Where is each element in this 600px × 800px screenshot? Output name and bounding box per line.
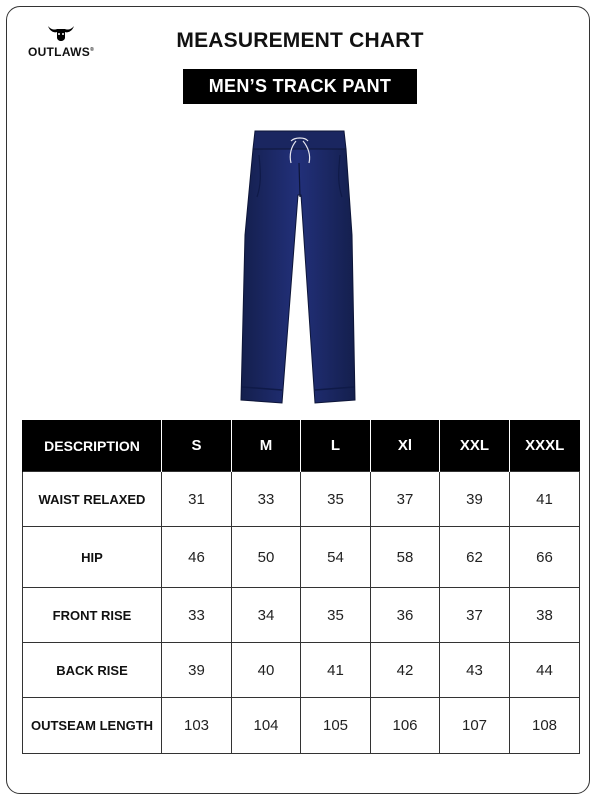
table-cell: 31 — [162, 472, 232, 527]
pant-legs — [241, 149, 355, 403]
table-cell: 107 — [440, 698, 510, 754]
row-label: FRONT RISE — [23, 588, 162, 643]
table-cell: 39 — [162, 643, 232, 698]
table-cell: 108 — [510, 698, 580, 754]
table-row-hip — [23, 527, 580, 588]
table-cell: 41 — [301, 643, 371, 698]
table-cell: 42 — [371, 643, 440, 698]
table-cell: 66 — [510, 527, 580, 588]
row-label: HIP — [23, 527, 162, 588]
product-subtitle: MEN’S TRACK PANT — [183, 69, 417, 104]
brand-name: OUTLAWS® — [27, 45, 95, 59]
row-label: OUTSEAM LENGTH — [23, 698, 162, 754]
table-cell: 50 — [232, 527, 301, 588]
table-cell: 103 — [162, 698, 232, 754]
waistband — [253, 131, 346, 149]
table-cell: 39 — [440, 472, 510, 527]
table-cell: 44 — [510, 643, 580, 698]
table-cell: 43 — [440, 643, 510, 698]
header-size-m: M — [232, 420, 301, 472]
table-cell: 33 — [232, 472, 301, 527]
table-cell: 62 — [440, 527, 510, 588]
header-size-xxl: XXL — [440, 420, 510, 472]
table-cell: 33 — [162, 588, 232, 643]
table-cell: 35 — [301, 472, 371, 527]
table-cell: 37 — [440, 588, 510, 643]
table-cell: 46 — [162, 527, 232, 588]
table-row-outseam-length — [23, 698, 580, 754]
table-row-back-rise — [23, 643, 580, 698]
table-header-row — [23, 420, 580, 472]
table-cell: 41 — [510, 472, 580, 527]
table-cell: 38 — [510, 588, 580, 643]
page-title: MEASUREMENT CHART — [176, 29, 424, 52]
header-size-xxxl: XXXL — [510, 420, 580, 472]
table-row-front-rise — [23, 588, 580, 643]
table-cell: 106 — [371, 698, 440, 754]
table-cell: 36 — [371, 588, 440, 643]
table-cell: 105 — [301, 698, 371, 754]
header-size-l: L — [301, 420, 371, 472]
header-size-s: S — [162, 420, 232, 472]
track-pant-image — [225, 125, 375, 410]
table-cell: 54 — [301, 527, 371, 588]
header-description: DESCRIPTION — [23, 420, 162, 472]
table-cell: 35 — [301, 588, 371, 643]
row-label: WAIST RELAXED — [23, 472, 162, 527]
row-label: BACK RISE — [23, 643, 162, 698]
table-cell: 58 — [371, 527, 440, 588]
measurement-table — [22, 420, 580, 754]
table-cell: 37 — [371, 472, 440, 527]
table-cell: 40 — [232, 643, 301, 698]
table-cell: 104 — [232, 698, 301, 754]
table-cell: 34 — [232, 588, 301, 643]
header-size-xl: Xl — [371, 420, 440, 472]
table-row-waist-relaxed — [23, 472, 580, 527]
